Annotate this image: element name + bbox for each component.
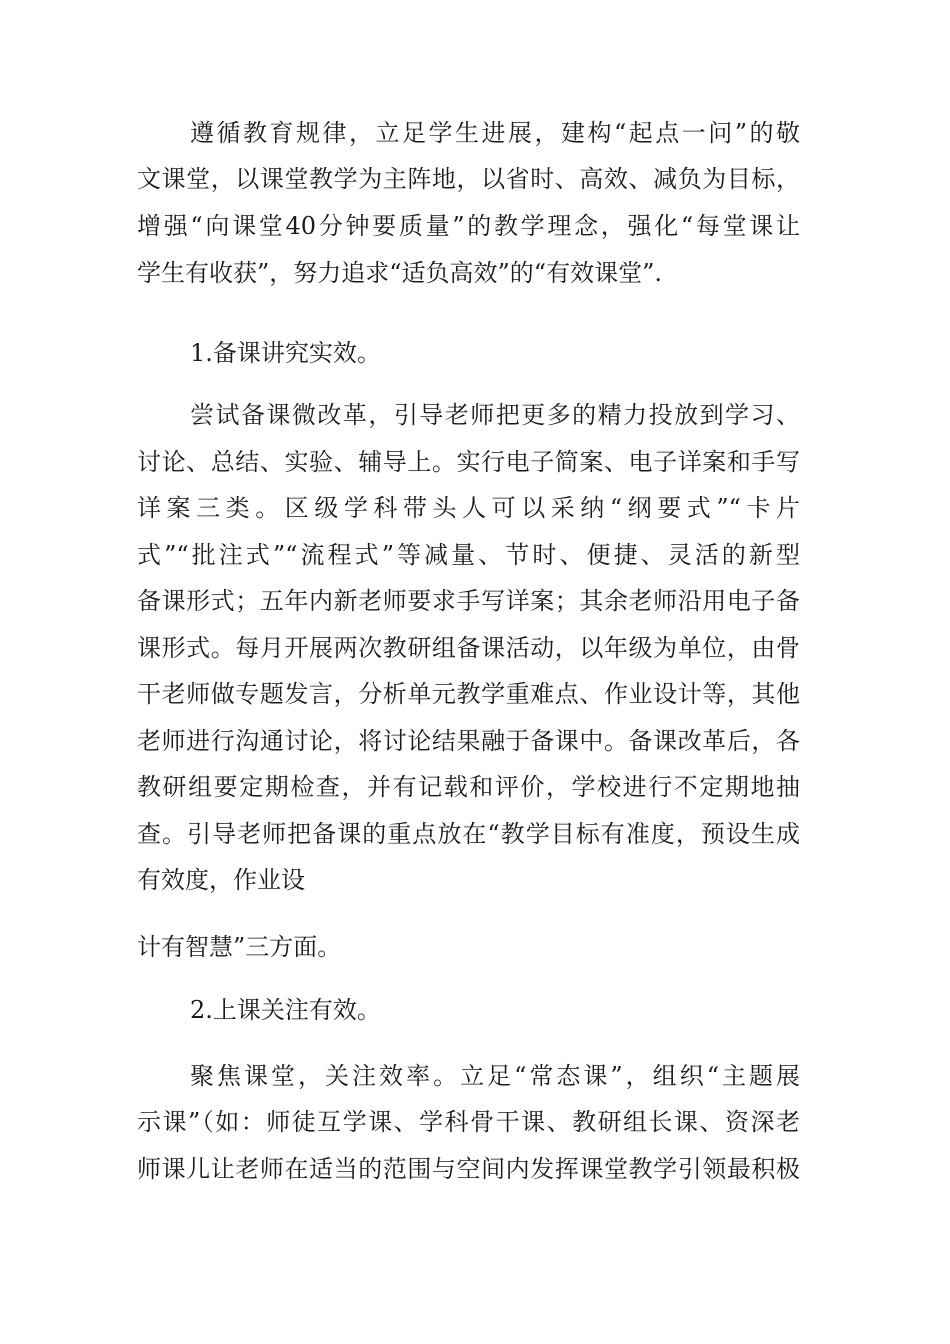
intro-line-3: 增强“向课堂40分钟要质量”的教学理念，强化“每堂课让 [137, 212, 800, 240]
section-heading-2: 2.上课关注有效。 [190, 996, 381, 1024]
prep-continued-line: 计有智慧”三方面。 [137, 933, 342, 961]
prep-line-5: 备课形式；五年内新老师要求手写详案；其余老师沿用电子备 [137, 587, 800, 615]
class-line-3: 师课儿让老师在适当的范围与空间内发挥课堂教学引领最积极 [137, 1155, 800, 1183]
prep-line-6: 课形式。每月开展两次教研组备课活动，以年级为单位，由骨 [137, 634, 800, 662]
intro-line-2: 文课堂，以课堂教学为主阵地，以省时、高效、减负为目标， [137, 165, 800, 193]
section-heading-1: 1.备课讲究实效。 [190, 339, 381, 367]
prep-line-2: 讨论、总结、实验、辅导上。实行电子简案、电子详案和手写 [137, 448, 800, 476]
intro-line-4: 学生有收获”，努力追求“适负高效”的“有效课堂”. [137, 259, 662, 287]
prep-line-4: 式”“批注式”“流程式”等减量、节时、便捷、灵活的新型 [137, 541, 800, 569]
intro-line-1: 遵循教育规律，立足学生进展，建构“起点一问”的敬 [190, 119, 800, 147]
prep-line-7: 干老师做专题发言，分析单元教学重难点、作业设计等，其他 [137, 680, 800, 708]
class-line-2: 示课”（如：师徒互学课、学科骨干课、教研组长课、资深老 [137, 1108, 800, 1136]
class-line-1: 聚焦课堂，关注效率。立足“常态课”，组织“主题展 [190, 1062, 800, 1090]
prep-line-8: 老师进行沟通讨论，将讨论结果融于备课中。备课改革后，各 [137, 727, 800, 755]
prep-line-1: 尝试备课微改革，引导老师把更多的精力投放到学习、 [190, 401, 800, 429]
prep-line-9: 教研组要定期检查，并有记载和评价，学校进行不定期地抽 [137, 773, 800, 801]
prep-line-11: 有效度，作业设 [137, 866, 305, 894]
prep-line-10: 查。引导老师把备课的重点放在“教学目标有准度，预设生成 [137, 820, 800, 848]
prep-line-3: 详案三类。区级学科带头人可以采纳“纲要式”“卡片 [137, 494, 800, 522]
